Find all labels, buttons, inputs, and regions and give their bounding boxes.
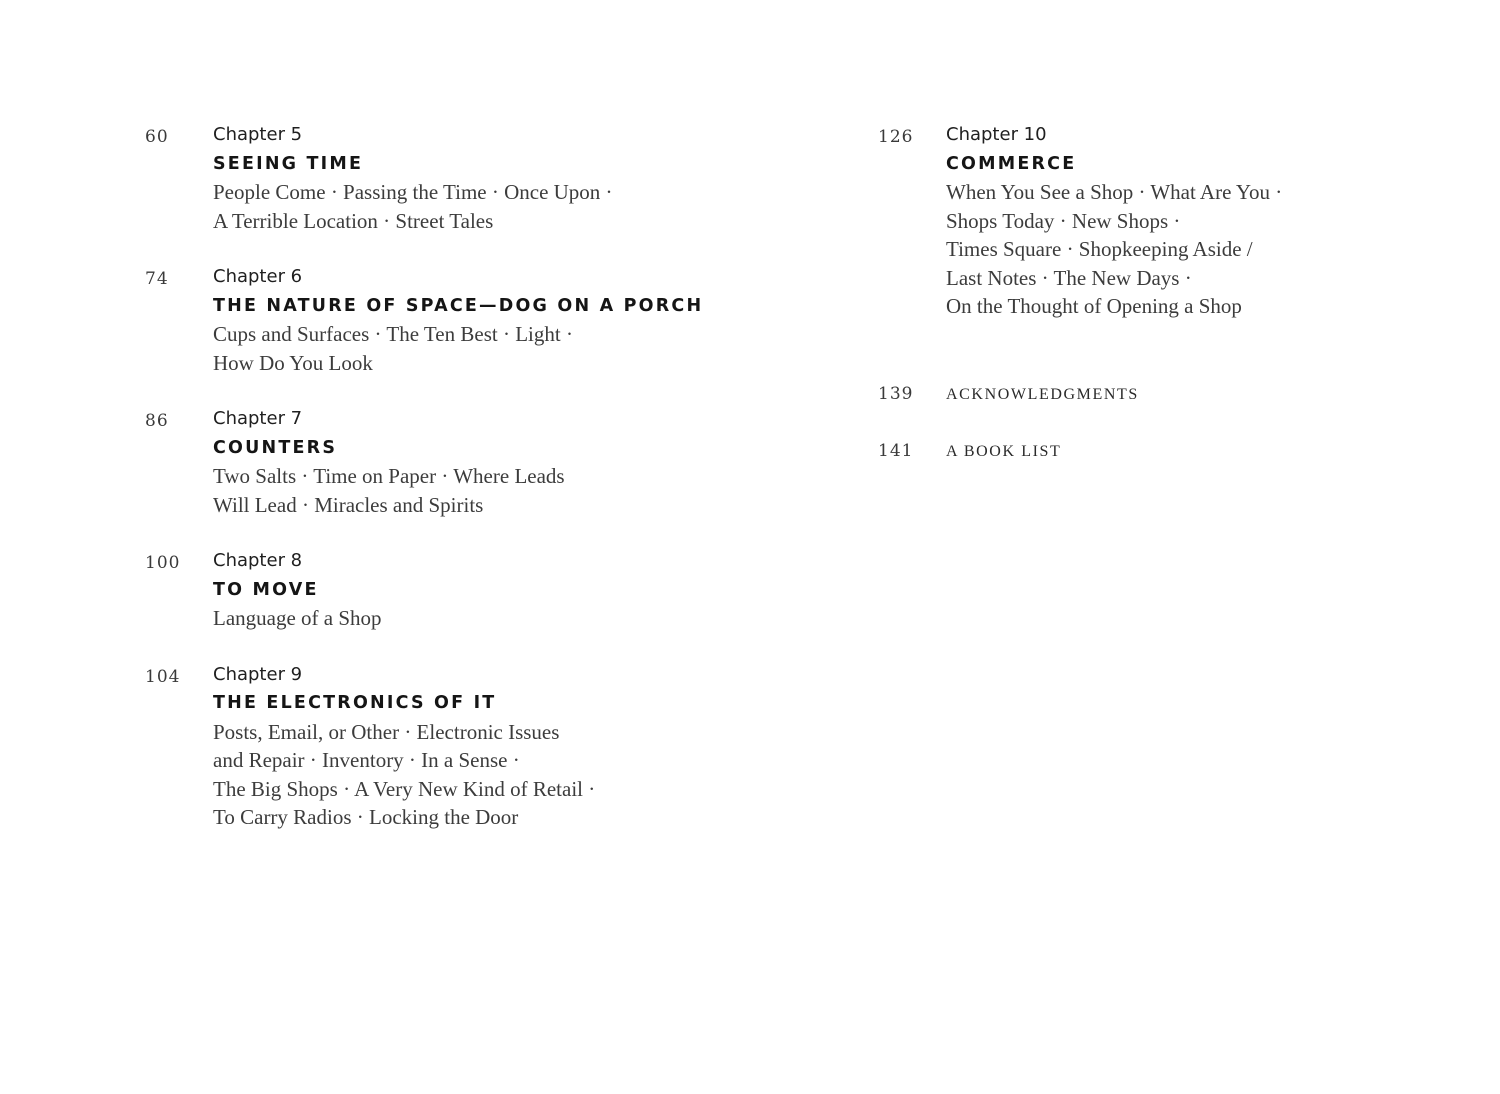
entry-body	[213, 121, 785, 235]
section-list-line: Shops Today · New Shops ·	[946, 208, 1181, 233]
section-list-line: To Carry Radios · Locking the Door	[213, 805, 519, 829]
section-list-line: On the Thought of Opening a Shop	[946, 294, 1242, 318]
chapter-label: Chapter 9	[213, 663, 303, 685]
section-list-line: Will Lead · Miracles and Spirits	[213, 492, 484, 517]
toc-entry-chapter-6	[145, 263, 785, 377]
chapter-title: SEEING TIME	[213, 153, 364, 174]
back-matter-title: A BOOK LIST	[946, 442, 1062, 460]
toc-entry-chapter-7	[145, 405, 785, 519]
entry-body	[946, 121, 1478, 321]
section-list-line: Two Salts · Time on Paper · Where Leads	[213, 464, 565, 488]
back-matter-title: ACKNOWLEDGMENTS	[946, 385, 1139, 403]
page-number: 104	[145, 666, 181, 687]
section-list-line: A Terrible Location · Street Tales	[213, 208, 494, 233]
entry-body	[213, 661, 785, 832]
chapter-title: COMMERCE	[946, 153, 1077, 174]
chapter-title: THE NATURE OF SPACE—DOG ON A PORCH	[213, 295, 704, 316]
chapter-title: TO MOVE	[213, 579, 319, 600]
chapter-label: Chapter 5	[213, 124, 303, 145]
section-list-line: Cups and Surfaces · The Ten Best · Light ·	[213, 322, 573, 346]
toc-entry-chapter-8	[145, 547, 785, 633]
entry-body	[213, 547, 785, 633]
toc-left-column	[145, 121, 785, 832]
page-number: 100	[145, 553, 181, 573]
page-number: 74	[145, 269, 169, 289]
back-matter-list	[878, 380, 1478, 494]
toc-entry-chapter-5	[145, 121, 785, 235]
section-list-line: People Come · Passing the Time · Once Upon ·	[213, 180, 613, 204]
chapter-title: THE ELECTRONICS OF IT	[213, 693, 497, 713]
toc-right-column	[878, 121, 1478, 494]
page-number: 60	[145, 127, 169, 147]
toc-entry-chapter-10	[878, 121, 1478, 321]
section-list-line: When You See a Shop · What Are You ·	[946, 180, 1283, 204]
chapter-label: Chapter 7	[213, 408, 303, 429]
section-list-line: Times Square · Shopkeeping Aside /	[946, 237, 1253, 261]
section-list-line: Posts, Email, or Other · Electronic Issues	[213, 719, 560, 744]
chapter-label: Chapter 10	[946, 124, 1047, 145]
section-list-line: Language of a Shop	[213, 606, 382, 630]
entry-body	[213, 263, 785, 377]
section-list-line: and Repair · Inventory · In a Sense ·	[213, 748, 520, 772]
toc-entry-book-list	[878, 437, 1478, 494]
toc-entry-chapter-9	[145, 661, 785, 832]
chapter-label: Chapter 8	[213, 550, 303, 571]
chapter-label: Chapter 6	[213, 266, 303, 287]
toc-entry-acknowledgments	[878, 380, 1478, 437]
section-list-line: How Do You Look	[213, 350, 373, 375]
page-number: 139	[878, 383, 914, 404]
page-number: 141	[878, 440, 914, 461]
chapter-title: COUNTERS	[213, 437, 338, 458]
page-number: 126	[878, 127, 914, 147]
page-number: 86	[145, 411, 169, 431]
entry-body	[213, 405, 785, 519]
section-list-line: Last Notes · The New Days ·	[946, 265, 1192, 290]
section-list-line: The Big Shops · A Very New Kind of Retail ·	[213, 776, 596, 801]
